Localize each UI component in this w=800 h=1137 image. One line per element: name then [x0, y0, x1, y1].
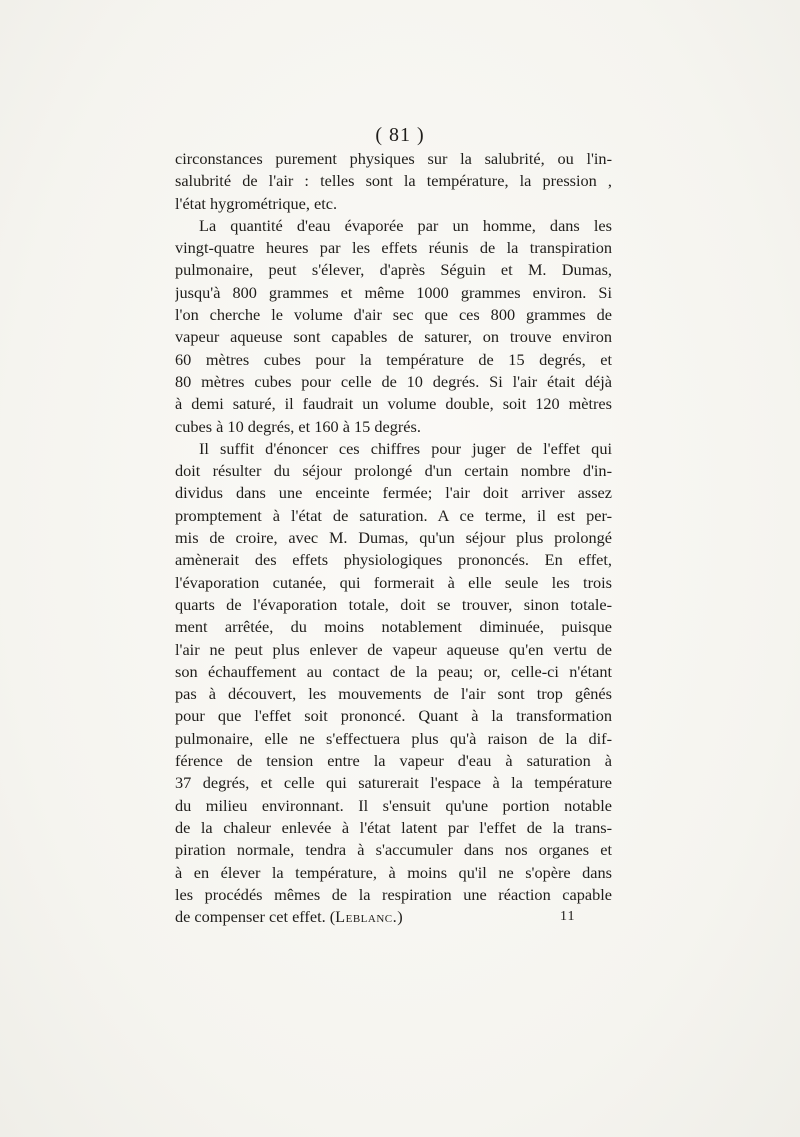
text-line: pulmonaire, elle ne s'effectuera plus qu'à raison de la dif-	[175, 728, 612, 748]
author-signature: Leblanc.	[335, 907, 398, 927]
page-number: ( 81 )	[375, 124, 425, 146]
text-line: l'on cherche le volume d'air sec que ces 800 grammes de	[175, 305, 612, 325]
text-line: dividus dans une enceinte fermée; l'air doit arriver assez	[175, 483, 612, 503]
text-line: pour que l'effet soit prononcé. Quant à la transformation	[175, 706, 612, 726]
text-line: doit résulter du séjour prolongé d'un certain nombre d'in-	[175, 461, 612, 481]
text-line: circonstances purement physiques sur la salubrité, ou l'in-	[175, 149, 612, 168]
text-line: pulmonaire, peut s'élever, d'après Séguin et M. Dumas,	[175, 260, 612, 280]
text-line: La quantité d'eau évaporée par un homme, dans les	[199, 215, 612, 235]
body-text	[175, 148, 612, 928]
text-line: promptement à l'état de saturation. A ce terme, il est per-	[175, 505, 612, 525]
closing-text: de compenser cet effet. (	[175, 907, 336, 927]
text-line: 60 mètres cubes pour la température de 15 degrés, et	[175, 349, 612, 369]
text-line: jusqu'à 800 grammes et même 1000 grammes environ. Si	[175, 282, 612, 302]
text-line: cubes à 10 degrés, et 160 à 15 degrés.	[175, 416, 421, 436]
text-line: mis de croire, avec M. Dumas, qu'un séjour plus prolongé	[175, 528, 612, 548]
text-line: piration normale, tendra à s'accumuler dans nos organes et	[175, 840, 612, 860]
text-line: amènerait des effets physiologiques prononcés. En effet,	[175, 550, 612, 570]
text-line: pas à découvert, les mouvements de l'air sont trop gênés	[175, 684, 612, 704]
text-line: à en élever la température, à moins qu'il ne s'opère dans	[175, 862, 612, 882]
text-line: l'évaporation cutanée, qui formerait à elle seule les trois	[175, 572, 612, 592]
text-line: férence de tension entre la vapeur d'eau à saturation à	[175, 751, 612, 771]
text-line: à demi saturé, il faudrait un volume double, soit 120 mètres	[175, 394, 612, 414]
text-line: les procédés mêmes de la respiration une réaction capable	[175, 884, 612, 904]
text-line: de la chaleur enlevée à l'état latent par l'effet de la trans-	[175, 817, 612, 837]
text-line: vingt-quatre heures par les effets réunis de la transpiration	[175, 238, 612, 258]
text-line: l'air ne peut plus enlever de vapeur aqueuse qu'en vertu de	[175, 639, 612, 659]
text-line: son échauffement au contact de la peau; or, celle-ci n'étant	[175, 661, 612, 681]
text-line: salubrité de l'air : telles sont la température, la pression ,	[175, 171, 612, 191]
closing-line	[175, 906, 612, 928]
text-line: vapeur aqueuse sont capables de saturer, on trouve environ	[175, 327, 612, 347]
text-line: Il suffit d'énoncer ces chiffres pour juger de l'effet qui	[199, 438, 612, 458]
text-line: 80 mètres cubes pour celle de 10 degrés. Si l'air était déjà	[175, 371, 612, 391]
text-line: quarts de l'évaporation totale, doit se trouver, sinon totale-	[175, 594, 612, 614]
text-line: l'état hygrométrique, etc.	[175, 193, 338, 213]
printer-signature-mark: 11	[560, 909, 576, 924]
text-line: ment arrêtée, du moins notablement diminuée, puisque	[175, 617, 612, 637]
closing-paren: )	[397, 907, 403, 927]
text-line: 37 degrés, et celle qui saturerait l'espace à la température	[175, 773, 612, 793]
text-line: du milieu environnant. Il s'ensuit qu'une portion notable	[175, 795, 612, 815]
